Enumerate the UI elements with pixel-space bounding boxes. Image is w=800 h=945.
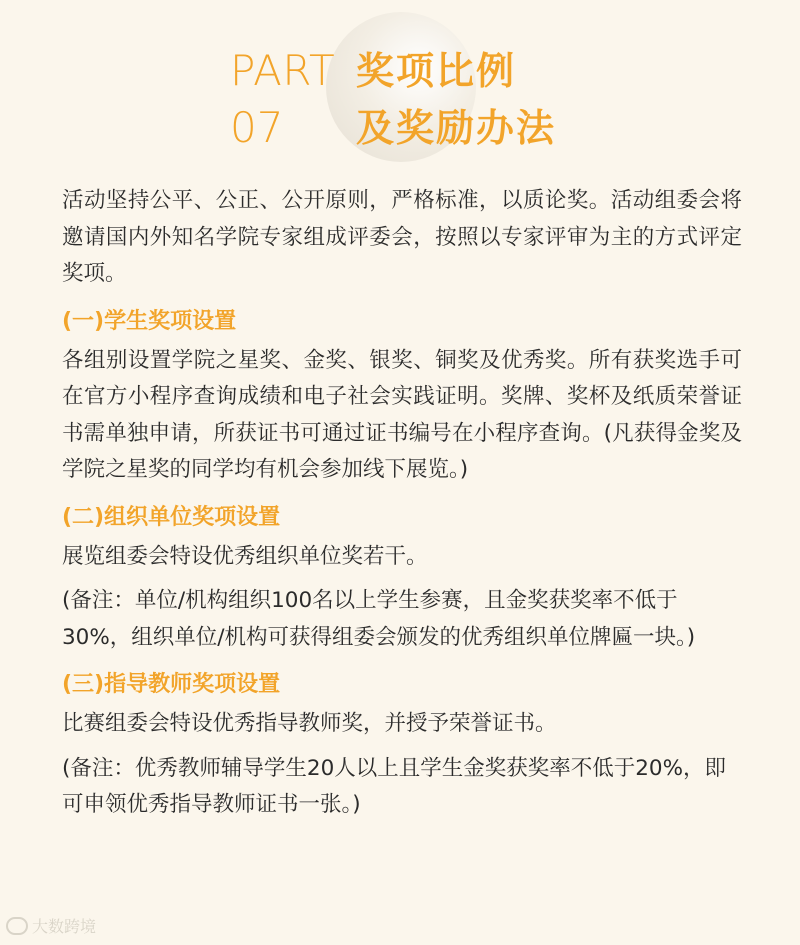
section-note-teacher-awards: (备注：优秀教师辅导学生20人以上且学生金奖获奖率不低于20%，即可申领优秀指导教师证书一张。) (62, 755, 727, 817)
watermark-text: 大数跨境 (32, 917, 97, 936)
page-title-line-2: 及奖励办法 (356, 106, 557, 150)
section-heading-teacher-awards: (三)指导教师奖项设置 (62, 672, 281, 697)
page-header (0, 0, 800, 170)
cloud-logo-icon (6, 917, 28, 935)
section-body-student-awards: 各组别设置学院之星奖、金奖、银奖、铜奖及优秀奖。所有获奖选手可在官方小程序查询成绩和电子社会实践证明。奖牌、奖杯及纸质荣誉证书需单独申请，所获证书可通过证书编号在小程序查询。(凡获得金奖及学院之星奖的同学均有机会参加线下展览。) (62, 347, 742, 482)
intro-paragraph: 活动坚持公平、公正、公开原则，严格标准，以质论奖。活动组委会将邀请国内外知名学院专家组成评委会，按照以专家评审为主的方式评定奖项。 (62, 188, 742, 286)
section-note-organization-awards: (备注：单位/机构组织100名以上学生参赛，且金奖获奖率不低于30%，组织单位/机构可获得组委会颁发的优秀组织单位牌匾一块。) (62, 588, 696, 650)
main-content (62, 183, 742, 824)
section-body-organization-awards: 展览组委会特设优秀组织单位奖若干。 (62, 543, 428, 569)
part-label: PART (230, 46, 336, 95)
watermark (6, 914, 96, 937)
page-title-line-1: 奖项比例 (356, 49, 517, 93)
part-number: 07 (230, 103, 284, 152)
section-heading-organization-awards: (二)组织单位奖项设置 (62, 504, 281, 530)
section-heading-student-awards: (一)学生奖项设置 (62, 308, 237, 334)
section-body-teacher-awards: 比赛组委会特设优秀指导教师奖，并授予荣誉证书。 (62, 711, 557, 736)
